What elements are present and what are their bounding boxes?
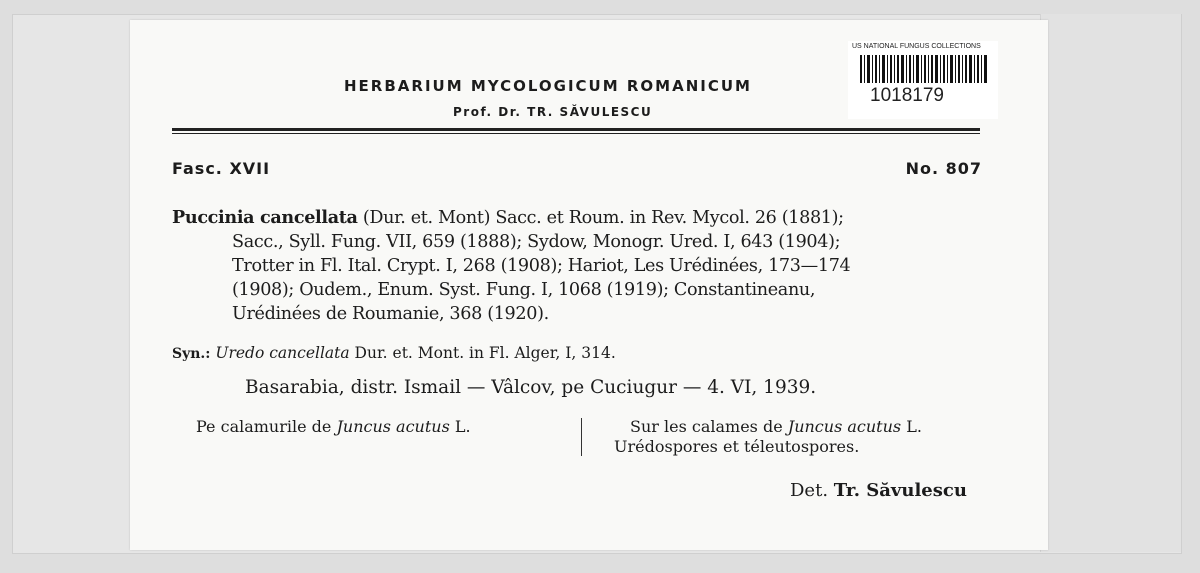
literature-references xyxy=(172,206,998,326)
reference-line-1 xyxy=(172,206,998,230)
host-romanian-post: L. xyxy=(449,417,471,436)
barcode-sticker xyxy=(848,41,998,119)
host-french-taxon: Juncus acutus xyxy=(787,417,902,436)
header-rule-thin xyxy=(172,133,980,134)
envelope-flap xyxy=(1040,14,1181,552)
synonym-name: Uredo cancellata xyxy=(215,344,350,362)
host-french-pre: Sur les calames de xyxy=(630,417,788,436)
reference-line-3: Trotter in Fl. Ital. Crypt. I, 268 (1908); Hariot, Les Urédinées, 173—174 xyxy=(232,256,851,276)
barcode-caption: US NATIONAL FUNGUS COLLECTIONS xyxy=(852,43,981,50)
reference-line-4: (1908); Oudem., Enum. Syst. Fung. I, 1068 (1919); Constantineanu, xyxy=(232,280,816,300)
determiner xyxy=(790,480,967,501)
host-romanian-pre: Pe calamurile de xyxy=(196,417,337,436)
determiner-prefix: Det. xyxy=(790,480,829,501)
reference-line-2: Sacc., Syll. Fung. VII, 659 (1888); Sydow, Monogr. Ured. I, 643 (1904); xyxy=(232,232,841,252)
reference-line-1-text: (Dur. et. Mont) Sacc. et Roum. in Rev. Mycol. 26 (1881); xyxy=(357,208,844,228)
synonym-line xyxy=(172,344,616,362)
herbarium-label xyxy=(130,20,1048,550)
barcode-icon xyxy=(860,55,988,83)
reference-line-5: Urédinées de Roumanie, 368 (1920). xyxy=(232,304,549,324)
herbarium-title: HERBARIUM MYCOLOGICUM ROMANICUM xyxy=(344,77,752,95)
barcode-number: 1018179 xyxy=(870,85,944,106)
herbarium-subtitle: Prof. Dr. TR. SĂVULESCU xyxy=(453,105,653,119)
spore-stages: Urédospores et téleutospores. xyxy=(614,437,860,456)
species-name: Puccinia cancellata xyxy=(172,207,358,228)
collection-locality: Basarabia, distr. Ismail — Vâlcov, pe Cuciugur — 4. VI, 1939. xyxy=(245,377,817,398)
specimen-number: No. 807 xyxy=(905,159,982,178)
host-romanian-taxon: Juncus acutus xyxy=(336,417,450,436)
determiner-name: Tr. Săvulescu xyxy=(833,480,967,501)
synonym-citation: Dur. et. Mont. in Fl. Alger, I, 314. xyxy=(349,344,616,362)
host-divider xyxy=(581,418,582,456)
host-french xyxy=(630,417,922,436)
host-french-post: L. xyxy=(901,417,922,436)
header-rule-thick xyxy=(172,128,980,131)
synonym-label: Syn.: xyxy=(172,346,211,362)
fascicle-label: Fasc. XVII xyxy=(172,159,271,178)
host-romanian xyxy=(196,417,471,436)
